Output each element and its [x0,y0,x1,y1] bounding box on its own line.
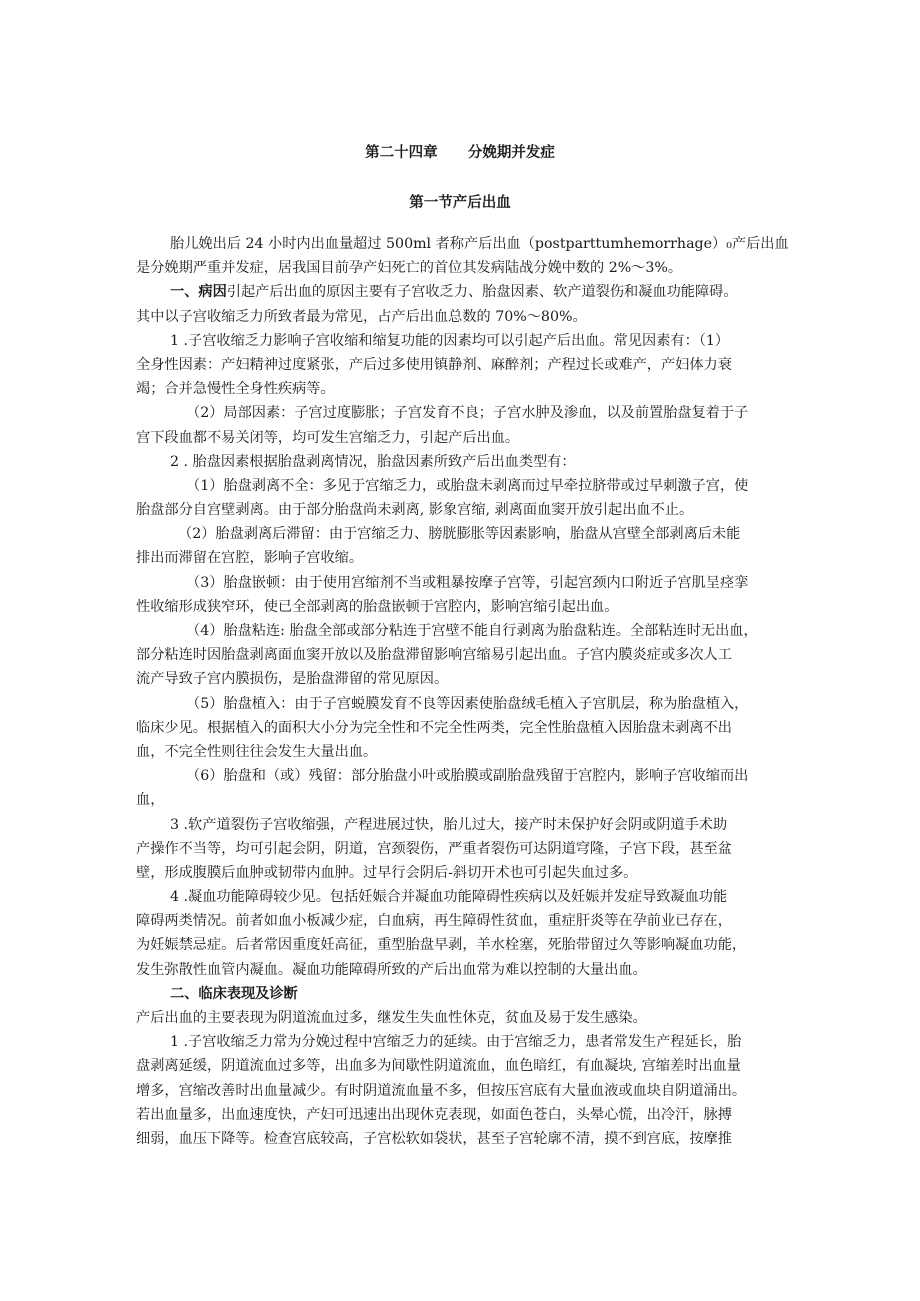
paragraph-line: 排出而滞留在宫腔，影响子宫收缩。 [136,550,364,567]
section-title: 第一节产后出血 [409,195,511,211]
paragraph-line: 细弱，血压下降等。检查宫底较高，子宫松软如袋状，甚至子宫轮廓不清，摸不到宫底，按摩推 [136,1130,732,1147]
paragraph-line: 胎儿娩出后 24 小时内出血量超过 500ml 者称产后出血（postparttumhemorrhage）₀产后出血 [170,236,789,252]
paragraph-line: 为妊娠禁忌症。后者常因重度妊高征，重型胎盘早剥，羊水栓塞，死胎带留过久等影响凝血功能， [136,937,747,954]
paragraph-line: 若出血量多，出血速度快，产妇可迅速出出现休克表现，如面色苍白，头晕心慌，出冷汗，脉搏 [136,1106,732,1123]
paragraph-line: （1）胎盘剥离不全：多见于宫缩乏力，或胎盘未剥离而过早牵拉脐带或过早刺激子宫，使 [186,477,749,494]
paragraph-line: 血，不完全性则往往会发生大量出血。 [136,743,378,760]
paragraph-line: （5）胎盘植入：由于子宫蜕膜发育不良等因素使胎盘绒毛植入子宫肌层，称为胎盘植入， [186,695,749,712]
paragraph-line: 临床少见。根据植入的面积大小分为完全性和不完全性两类，完全性胎盘植入因胎盘未剥离不出 [136,719,732,736]
paragraph-line: 部分粘连时因胎盘剥离面血窦开放以及胎盘滞留影响宫缩易引起出血。子宫内膜炎症或多次人工 [136,647,732,664]
paragraph-line: 其中以子宫收缩乏力所致者最为常见，占产后出血总数的 70%～80%。 [136,308,587,325]
paragraph-line: 盘剥离延缓，阴道流血过多等，出血多为间歇性阴道流血，血色暗红，有血凝块, 宫缩差时出血量 [136,1058,741,1075]
paragraph-line: 1 .子宫收缩乏力常为分娩过程中宫缩乏力的延续。由于宫缩乏力，患者常发生产程延长，胎 [170,1034,742,1051]
heading-cause: 一、病因 [170,284,227,301]
paragraph-line: 1 .子宫收缩乏力影响子宫收缩和缩复功能的因素均可以引起产后出血。常见因素有：（1） [170,332,730,349]
paragraph-line: （3）胎盘嵌顿：由于使用宫缩剂不当或粗暴按摩子宫等，引起宫颈内口附近子宫肌呈痉挛 [186,574,749,591]
paragraph-line: 产操作不当等，均可引起会阴，阴道，宫颈裂伤，严重者裂伤可达阴道穹隆，子宫下段，甚至盆 [136,840,732,857]
paragraph-line: 壁，形成腹膜后血肿或韧带内血肿。过早行会阴后-斜切开术也可引起失血过多。 [136,864,638,881]
heading-clinical: 二、临床表现及诊断 [170,985,298,1002]
paragraph-line: 产后出血的主要表现为阴道流血过多，继发生失血性休克，贫血及易于发生感染。 [136,1010,647,1026]
paragraph-line: 竭；合并急慢性全身性疾病等。 [136,381,335,398]
document-body [136,232,790,1151]
paragraph-line: （4）胎盘粘连: 胎盘全部或部分粘连于宫壁不能自行剥离为胎盘粘连。全部粘连时无出血， [186,623,758,639]
paragraph-line: 是分娩期严重并发症，居我国目前孕产妇死亡的首位其发病陆战分娩中数的 2%～3%。 [136,260,683,277]
paragraph-line: （6）胎盘和（或）残留：部分胎盘小叶或胎膜或副胎盘残留于宫腔内，影响子宫收缩而出 [186,768,749,785]
chapter-title: 第二十四章 分娩期并发症 [365,145,555,161]
paragraph-line: 全身性因素：产妇精神过度紧张，产后过多使用镇静剂、麻醉剂；产程过长或难产，产妇体力衰 [136,356,732,373]
paragraph-line: 宫下段血都不易关闭等，均可发生宫缩乏力，引起产后出血。 [136,429,520,446]
paragraph-text: 引起产后出血的原因主要有子宫收乏力、胎盘因素、软产道裂伤和凝血功能障碍。 [226,284,738,301]
paragraph-line: 4 .凝血功能障碍较少见。包括妊娠合并凝血功能障碍性疾病以及妊娠并发症导致凝血功能 [170,889,728,906]
paragraph-line: 增多，宫缩改善时出血量减少。有时阴道流血量不多，但按压宫底有大量血液或血块自阴道涌出。 [136,1082,747,1099]
paragraph-line: 2 . 胎盘因素根据胎盘剥离情况，胎盘因素所致产后出血类型有： [170,453,576,470]
paragraph-line: （2）局部因素：子宫过度膨胀；子宫发育不良；子宫水肿及渗血，以及前置胎盘复着于子 [186,405,749,422]
paragraph-line: 3 .软产道裂伤子宫收缩强，产程进展过快，胎儿过大，接产时未保护好会阴或阴道手术助 [170,816,728,833]
paragraph-line: 胎盘部分自宫壁剥离。由于部分胎盘尚未剥离, 影象宫缩, 剥离面血窦开放引起出血不止。 [136,502,694,519]
paragraph-line: 性收缩形成狭窄环，使已全部剥离的胎盘嵌顿于宫腔内，影响宫缩引起出血。 [136,598,619,615]
paragraph-line [136,280,790,304]
paragraph-line: 发生弥散性血管内凝血。凝血功能障碍所致的产后出血常为难以控制的大量出血。 [136,961,647,978]
paragraph-line: 障碍两类情况。前者如血小板减少症，白血病，再生障碍性贫血，重症肝炎等在孕前业已存在， [136,913,732,930]
paragraph-line: 流产导致子宫内膜损伤，是胎盘滞留的常见原因。 [136,671,449,688]
paragraph-line: 血， [136,792,165,809]
paragraph-line: （2）胎盘剥离后滞留：由于宫缩乏力、膀胱膨胀等因素影响，胎盘从宫壁全部剥离后未能 [178,526,741,543]
